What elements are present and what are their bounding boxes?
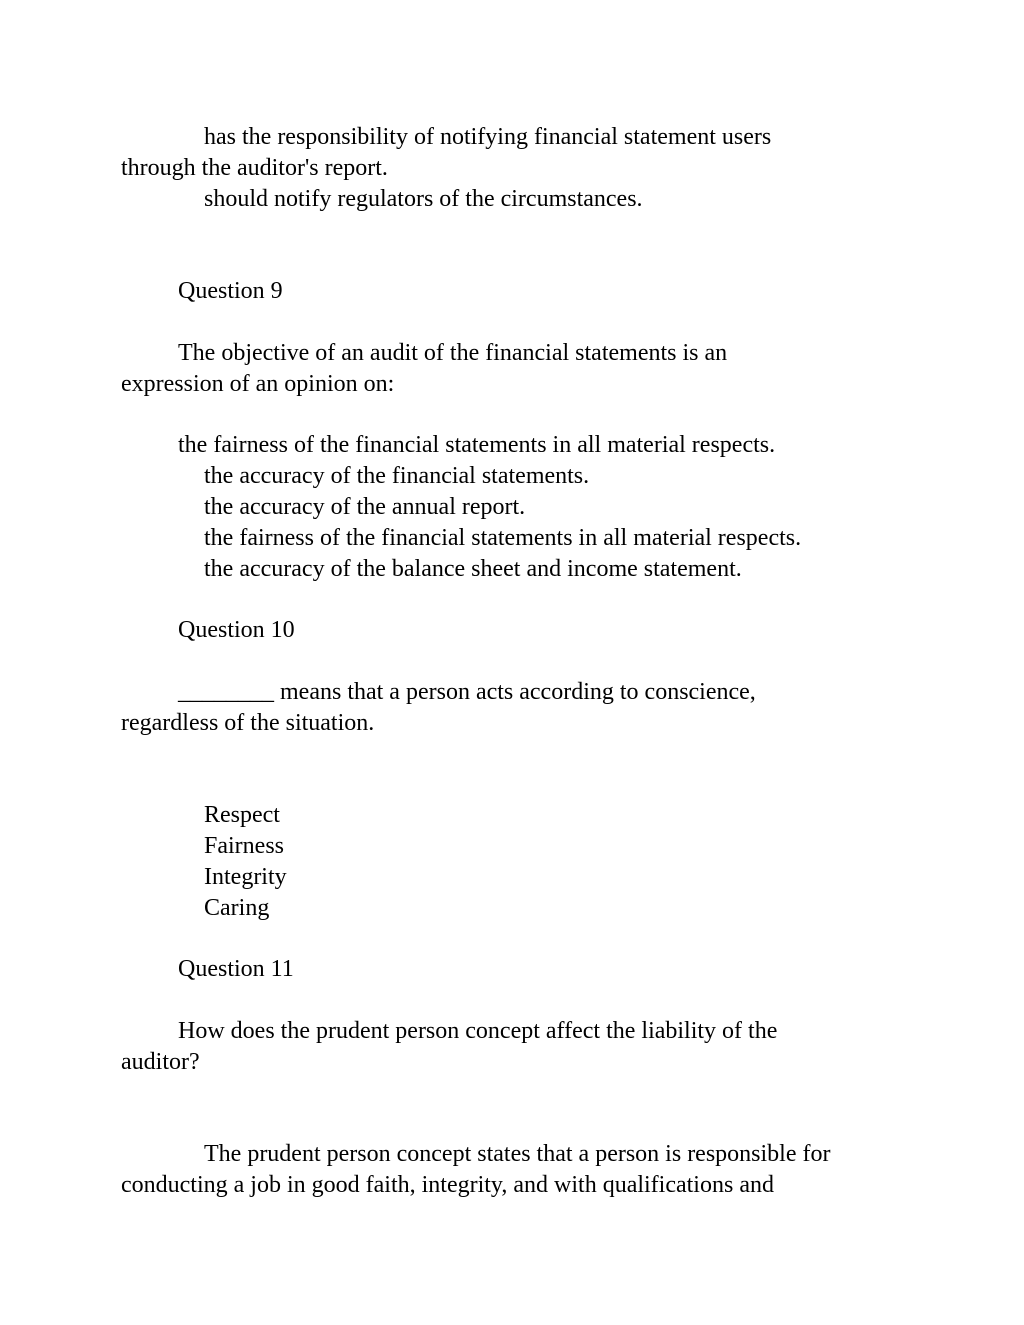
question-9-heading: Question 9 bbox=[178, 278, 283, 304]
prev-option-a-line2: through the auditor's report. bbox=[121, 155, 388, 181]
prev-option-a-line1: has the responsibility of notifying financial statement users bbox=[204, 124, 772, 150]
question-11-prompt-line2: auditor? bbox=[121, 1049, 200, 1075]
question-9-option: the accuracy of the balance sheet and income statement. bbox=[204, 556, 742, 582]
question-9-option: the accuracy of the financial statements. bbox=[204, 463, 590, 489]
question-10-option: Fairness bbox=[204, 833, 284, 859]
question-9-option: the accuracy of the annual report. bbox=[204, 494, 526, 520]
question-10-prompt-line2: regardless of the situation. bbox=[121, 710, 375, 736]
question-11-prompt-line1: How does the prudent person concept affect the liability of the bbox=[178, 1018, 778, 1044]
question-9-prompt-line2: expression of an opinion on: bbox=[121, 371, 395, 397]
question-11-answer-line2: conducting a job in good faith, integrity, and with qualifications and bbox=[121, 1172, 774, 1198]
question-10-option: Respect bbox=[204, 802, 280, 828]
question-10-option: Caring bbox=[204, 895, 270, 921]
question-10-prompt-line1: ________ means that a person acts according to conscience, bbox=[178, 679, 756, 705]
question-9-answer: the fairness of the financial statements in all material respects. bbox=[178, 432, 776, 458]
question-9-option: the fairness of the financial statements in all material respects. bbox=[204, 525, 802, 551]
question-11-answer-line1: The prudent person concept states that a person is responsible for bbox=[204, 1141, 831, 1167]
question-9-prompt-line1: The objective of an audit of the financial statements is an bbox=[178, 340, 728, 366]
question-11-heading: Question 11 bbox=[178, 956, 294, 982]
prev-option-b: should notify regulators of the circumstances. bbox=[204, 186, 643, 212]
question-10-option: Integrity bbox=[204, 864, 287, 890]
question-10-heading: Question 10 bbox=[178, 617, 295, 643]
